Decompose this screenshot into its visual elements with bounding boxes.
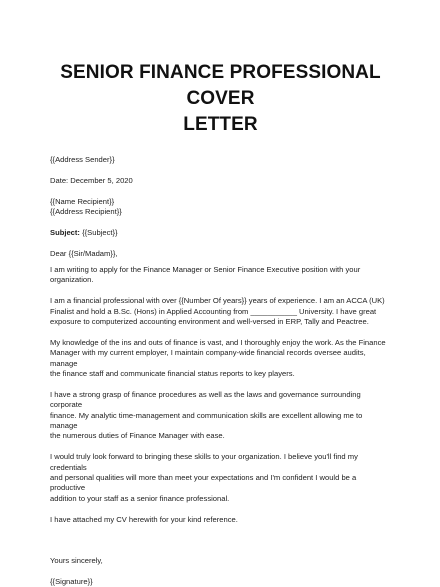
paragraph-4-line: the numerous duties of Finance Manager with ease. xyxy=(50,431,225,441)
recipient-name: {{Name Recipient}} xyxy=(50,196,115,206)
paragraph-1 xyxy=(50,265,391,286)
paragraph-6 xyxy=(50,515,391,525)
paragraph-6-line: I have attached my CV herewith for your kind reference. xyxy=(50,514,238,524)
paragraph-3-line: My knowledge of the ins and outs of finance is vast, and I thoroughly enjoy the work. As the Finance xyxy=(50,337,386,347)
paragraph-5-line: addition to your staff as a senior finance professional. xyxy=(50,493,230,503)
letter-title xyxy=(50,0,391,138)
closing: Yours sincerely, xyxy=(50,556,103,566)
letter-title-line-1: SENIOR FINANCE PROFESSIONAL COVER xyxy=(60,62,381,109)
paragraph-2-line: exposure to computerized accounting environment and well-versed in ERP, Tally and Peactree. xyxy=(50,317,369,327)
paragraph-5-line: I would truly look forward to bringing these skills to your organization. I believe you'll find my credentials xyxy=(50,452,358,472)
paragraph-3-line: Manager with my current employer, I maintain company-wide financial records oversee audits, manage xyxy=(50,348,366,368)
paragraph-3 xyxy=(50,338,391,380)
subject-value: {{Subject}} xyxy=(79,227,118,237)
paragraph-4-line: finance. My analytic time-management and communication skills are excellent allowing me to manage xyxy=(50,410,363,431)
recipient-address: {{Address Recipient}} xyxy=(50,207,122,216)
letter-body xyxy=(50,138,391,587)
signature-placeholder: {{Signature}} xyxy=(50,576,93,586)
letter-date: Date: December 5, 2020 xyxy=(50,175,133,185)
paragraph-5-line: and personal qualities will more than meet your expectations and I'm confident I would be a productive xyxy=(50,473,357,493)
letter-title-line-2: LETTER xyxy=(183,114,258,135)
subject-line xyxy=(50,228,391,238)
paragraph-4-line: I have a strong grasp of finance procedures as well as the laws and governance surrounding corporate xyxy=(50,389,361,410)
paragraph-1-line: I am writing to apply for the Finance Manager or Senior Finance Executive position with your xyxy=(50,265,361,274)
paragraph-3-line: the finance staff and communicate financial status reports to key players. xyxy=(50,369,295,379)
subject-label: Subject: xyxy=(50,227,80,237)
paragraph-1-line: organization. xyxy=(50,275,94,285)
paragraph-2-line: I am a financial professional with over {{Number Of years}} years of experience. I am an ACCA (UK) xyxy=(50,296,385,306)
paragraph-4 xyxy=(50,390,391,442)
salutation: Dear {{Sir/Madam}}, xyxy=(50,248,118,258)
sender-address: {{Address Sender}} xyxy=(50,155,115,164)
paragraph-2 xyxy=(50,296,391,327)
paragraph-5 xyxy=(50,452,391,504)
paragraph-2-line: Finalist and hold a B.Sc. (Hons) in Applied Accounting from ___________ University. I have great xyxy=(50,306,377,316)
